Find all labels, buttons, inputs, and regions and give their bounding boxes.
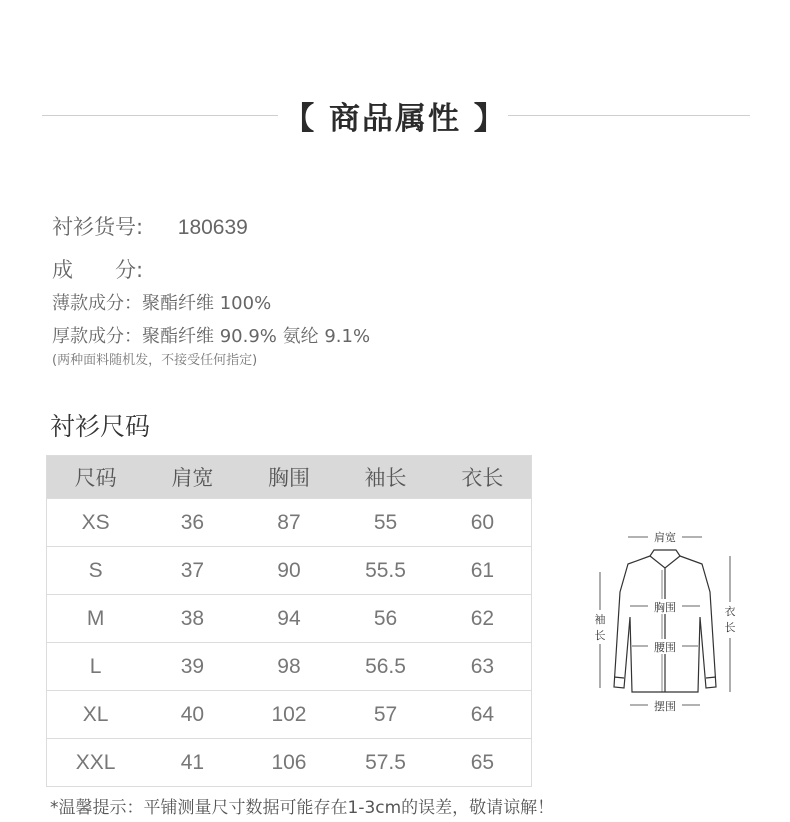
length-cell: 62 [434, 595, 532, 643]
length-cell: 63 [434, 643, 532, 691]
shoulder-cell: 39 [144, 643, 241, 691]
fabric-note: (两种面料随机发，不接受任何指定) [52, 353, 258, 368]
shirt-icon [614, 550, 716, 692]
composition-label: 成 分: [52, 258, 144, 282]
size-cell: XS [47, 499, 145, 547]
chest-cell: 106 [241, 739, 338, 787]
size-cell: M [47, 595, 145, 643]
size-section-title: 衬衫尺码 [50, 412, 151, 441]
length-label-2: 长 [724, 621, 736, 634]
sleeve-cell: 57.5 [337, 739, 434, 787]
table-row [47, 739, 532, 787]
chest-cell: 94 [241, 595, 338, 643]
chest-cell: 87 [241, 499, 338, 547]
header-cell: 肩宽 [144, 456, 241, 499]
shoulder-cell: 41 [144, 739, 241, 787]
header-cell: 胸围 [241, 456, 338, 499]
hem-label: 摆围 [654, 700, 676, 713]
sleeve-cell: 55 [337, 499, 434, 547]
table-row [47, 547, 532, 595]
sleeve-cell: 56 [337, 595, 434, 643]
chest-cell: 102 [241, 691, 338, 739]
thick-composition: 厚款成分：聚酯纤维 90.9% 氨纶 9.1% [52, 326, 371, 347]
sleeve-label-2: 长 [594, 629, 606, 642]
page-title: 【 商品属性 】 [283, 101, 507, 137]
header-cell: 袖长 [337, 456, 434, 499]
header-cell: 衣长 [434, 456, 532, 499]
chest-cell: 98 [241, 643, 338, 691]
size-cell: XL [47, 691, 145, 739]
sleeve-label-1: 袖 [594, 613, 606, 626]
header-cell: 尺码 [47, 456, 145, 499]
shoulder-cell: 36 [144, 499, 241, 547]
length-cell: 61 [434, 547, 532, 595]
length-cell: 65 [434, 739, 532, 787]
chest-cell: 90 [241, 547, 338, 595]
length-cell: 64 [434, 691, 532, 739]
table-row [47, 691, 532, 739]
size-cell: S [47, 547, 145, 595]
length-label-1: 衣 [724, 605, 736, 618]
size-table [46, 455, 532, 787]
waist-label: 腰围 [654, 641, 676, 654]
sku-value: 180639 [177, 216, 248, 239]
table-row [47, 643, 532, 691]
shirt-measure-diagram [580, 522, 750, 722]
sku-row [52, 211, 248, 241]
size-cell: XXL [47, 739, 145, 787]
sleeve-cell: 56.5 [337, 643, 434, 691]
sleeve-cell: 57 [337, 691, 434, 739]
shoulder-label: 肩宽 [654, 531, 676, 544]
table-row [47, 595, 532, 643]
thin-composition: 薄款成分：聚酯纤维 100% [52, 293, 272, 314]
sleeve-cell: 55.5 [337, 547, 434, 595]
table-row [47, 499, 532, 547]
chest-label: 胸围 [654, 601, 676, 614]
table-header-row [47, 456, 532, 499]
size-cell: L [47, 643, 145, 691]
length-cell: 60 [434, 499, 532, 547]
sku-label: 衬衫货号: [52, 215, 144, 239]
measurement-disclaimer: *温馨提示：平铺测量尺寸数据可能存在1-3cm的误差，敬请谅解！ [50, 798, 555, 818]
shoulder-cell: 40 [144, 691, 241, 739]
shoulder-cell: 37 [144, 547, 241, 595]
shoulder-cell: 38 [144, 595, 241, 643]
